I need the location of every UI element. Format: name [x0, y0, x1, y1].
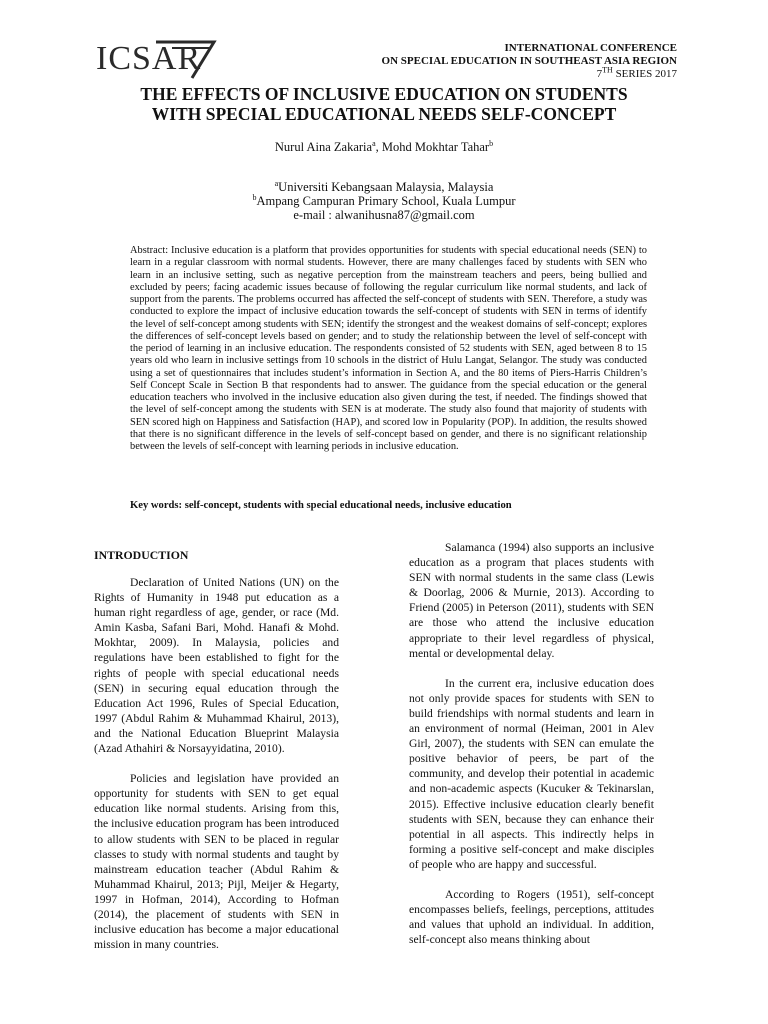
- left-column: [94, 575, 339, 952]
- title-line-1: THE EFFECTS OF INCLUSIVE EDUCATION ON STUDENTS: [140, 84, 628, 104]
- paragraph: Policies and legislation have provided an opportunity for students with SEN to get equal education like normal students. Arising from this, the inclusive education program has been introduced to allow students with SEN to be placed in regular classes to study with normal students and taught by mainstream education teacher (Abdul Rahim & Muhammad Khairul, 2013; Pijl, Meijer & Hegarty, 1997 in Hofman, 2014), According to Hofman (2014), the placement of students with SEN in inclusive education has become a major educational mission in many countries.: [94, 772, 339, 952]
- affiliation-a-sup: a: [274, 178, 279, 188]
- keywords: Key words: self-concept, students with special educational needs, inclusive education: [130, 500, 512, 511]
- author-1-sup: a: [372, 138, 376, 148]
- author-2: Mohd Mokhtar Tahar: [381, 140, 490, 154]
- series-sup: TH: [602, 65, 613, 75]
- affiliation-a-text: Universiti Kebangsaan Malaysia, Malaysia: [278, 180, 494, 194]
- affiliations: [80, 180, 688, 222]
- paragraph: Declaration of United Nations (UN) on the Rights of Humanity in 1948 put education as a human right regardless of age, gender, or race (Md. Amin Kasba, Safani Bari, Mohd. Hanafi & Mohd. Mokhtar, 2009). In Malaysia, policies and regulations have been established to fight for the rights of people with special educational needs (SEN) in securing equal education through the Education Act 1996, Rules of Special Education, 1997 (Abdul Rahim & Muhammad Khairul, 2013), and the National Education Blueprint Malaysia (Azad Athahiri & Norsayyidatina, 2010).: [94, 576, 339, 756]
- affiliation-a: [80, 180, 688, 194]
- logo-swoosh-icon: [152, 36, 222, 80]
- conference-header: [382, 42, 677, 81]
- abstract: Abstract: Inclusive education is a platform that provides opportunities for students with special educational needs (SEN) to learn in a regular classroom with normal students. However, there are many challenges faced by students with SEN who learn in an inclusive setting, such as negative perception from the mainstream teachers and peers, being bullied and excluded by peers; facing academic issues because of following the regular curriculum like normal students, and lack of support from the parents. The problems occurred has affected the self-concept of students with SEN. Therefore, a study was conducted to explore the impact of inclusive education towards the self-concept of students with SEN in terms of identify the level of self-concept among students with SEN; identify the strongest and the weakest domains of self-concept; explores the differences of self-concept levels based on gender; and to study the relationship between the level of self-concept with the period of learning in an inclusive education. The respondents consisted of 52 students with SEN, aged between 8 to 15 years old who learn in inclusive settings from 10 schools in the district of Hulu Langat, Selangor. The study was conducted using a set of questionnaires that includes student’s information in Section A, and the 80 items of Piers-Harris Children’s Self Concept Scale in Section B that respondents had to answer. The guidance from the special education or the general education teachers who involved in the inclusive education also given during the test, if needed. The findings showed that the level of self-concept among the students with SEN is at moderate. The study also found that majority of students with SEN scored high on Happiness and Satisfaction (HAP), and scored low in Popularity (POP). In addition, the results showed that there is no significant difference in the levels of self-concept based on gender, and there is no significant relationship between the levels of self-concept with learning periods in inclusive education.: [130, 245, 647, 452]
- series-number: 7: [596, 68, 603, 80]
- affiliation-b-text: Ampang Campuran Primary School, Kuala Lumpur: [256, 194, 516, 208]
- author-1: Nurul Aina Zakaria: [274, 140, 373, 154]
- conference-line-1: INTERNATIONAL CONFERENCE: [504, 42, 677, 54]
- authors: [80, 140, 688, 155]
- affiliation-b-sup: b: [252, 192, 257, 202]
- paragraph: In the current era, inclusive education does not only provide spaces for students with SEN to build friendships with normal students and learn in an environment of normal (Heiman, 2001 in Alev Girl, 2007), the students with SEN can emulate the positive behavior of peers, be part of the community, and develop their potential in academic and non-academic aspects (Kucuker & Tekinarslan, 2015). Effective inclusive education clearly benefit students with SEN, because they can enhance their potential in all aspects. This indirectly helps in forming a positive self-concept and make disciples of people who are happy and successful.: [409, 676, 654, 871]
- paragraph: According to Rogers (1951), self-concept encompasses beliefs, feelings, perceptions, attitudes and values that uphold an individual. In addition, self-concept also means thinking about: [409, 887, 654, 947]
- section-heading-introduction: INTRODUCTION: [94, 548, 189, 562]
- paper-title: [80, 84, 688, 124]
- author-2-sup: b: [489, 138, 494, 148]
- conference-line-2: ON SPECIAL EDUCATION IN SOUTHEAST ASIA REGION: [381, 55, 677, 67]
- affiliation-b: [80, 194, 688, 208]
- right-column: [409, 540, 654, 947]
- conference-logo: [96, 40, 201, 78]
- title-line-2: WITH SPECIAL EDUCATIONAL NEEDS SELF-CONCEPT: [151, 104, 617, 124]
- logo-text: ICSAR: [96, 40, 202, 77]
- author-separator: ,: [375, 140, 382, 154]
- email: e-mail : alwanihusna87@gmail.com: [293, 208, 475, 222]
- paragraph: Salamanca (1994) also supports an inclusive education as a program that places students with SEN with normal students in the same class (Lewis & Doorlag, 2006 & Murnie, 2013). According to Friend (2005) in Peterson (2011), students with SEN are those who attend the inclusive education appropriate to their level regardless of physical, mental or developmental delay.: [409, 541, 654, 660]
- series-text: SERIES 2017: [612, 68, 677, 80]
- conference-series: [382, 65, 677, 81]
